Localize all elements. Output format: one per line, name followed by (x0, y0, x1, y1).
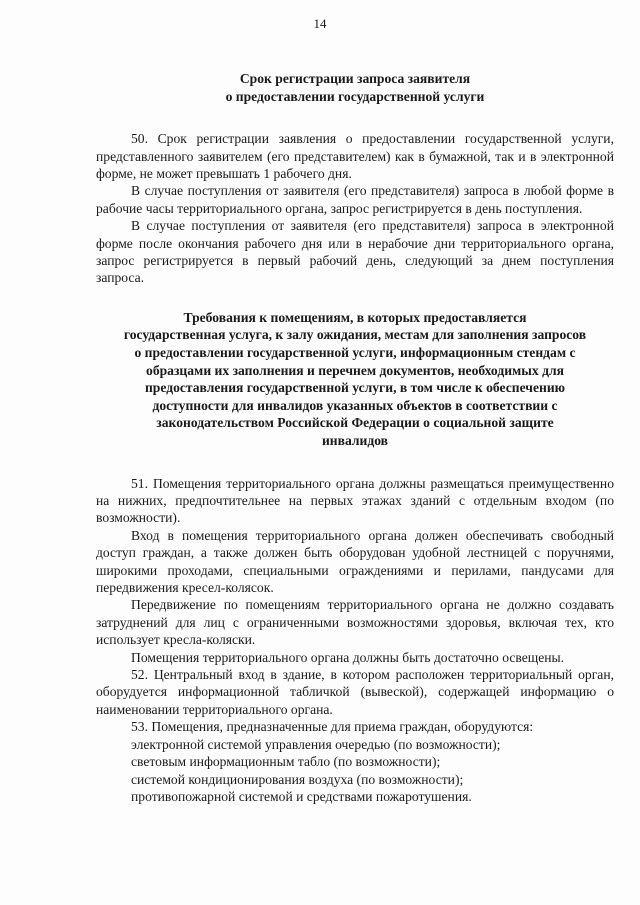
paragraph-50: 50. Срок регистрации заявления о предоставлении государственной услуги, представленного заявителем (его представителем) как в бумажной, так и в электронной форме, не может превышать 1 рабочего дня. (96, 131, 614, 181)
paragraph: В случае поступления от заявителя (его представителя) запроса в любой форме в рабочие часы территориального органа, запрос регистрируется в день поступления. (96, 183, 614, 216)
list-item: световым информационным табло (по возможности); (131, 754, 441, 770)
list-item: электронной системой управления очередью (по возможности); (131, 736, 501, 752)
heading-line: Срок регистрации запроса заявителя (239, 71, 471, 86)
section-heading-premises (96, 309, 614, 450)
page-number: 14 (313, 16, 327, 31)
list-item: системой кондиционирования воздуха (по возможности); (131, 771, 464, 787)
paragraph: Помещения территориального органа должны быть достаточно освещены. (131, 649, 565, 665)
heading-line: законодательством Российской Федерации о социальной защите (156, 415, 554, 431)
heading-line: Требования к помещениям, в которых предоставляется (183, 309, 527, 325)
paragraph-52: 52. Центральный вход в здание, в котором расположен территориальный орган, оборудуется информационной табличкой (вывеской), содержащей информацию о наименовании территориального органа. (96, 667, 614, 717)
section-heading-registration (96, 70, 614, 105)
heading-line: о предоставлении государственной услуги, информационным стендам с (134, 345, 576, 361)
heading-line: о предоставлении государственной услуги (225, 88, 485, 104)
paragraph: Вход в помещения территориального органа должен обеспечивать свободный доступ граждан, а также должен быть оборудован удобной лестницей с поручнями, широкими проходами, специальными ограждениями и перилами, пандусами для передвижения кресел-колясок. (96, 527, 614, 596)
paragraph-51: 51. Помещения территориального органа должны размещаться преимущественно на нижних, предпочтительнее на первых этажах зданий с отдельным входом (по возможности). (96, 475, 614, 526)
paragraph: В случае поступления от заявителя (его представителя) запроса в электронной форме после окончания рабочего дня или в нерабочие дни территориального органа, запрос регистрируется в первый рабочий день, следующий за днем поступления запроса. (96, 218, 614, 286)
paragraph: Передвижение по помещениям территориального органа не должно создавать затруднений для лиц с ограниченными возможностями здоровья, включая тех, кто использует кресла-коляски. (96, 597, 614, 648)
heading-line: доступности для инвалидов указанных объектов в соответствии с (152, 397, 558, 413)
heading-line: инвалидов (321, 433, 389, 448)
document-body (96, 70, 614, 805)
heading-line: государственная услуга, к залу ожидания, местам для заполнения запросов (123, 327, 587, 343)
heading-line: предоставления государственной услуги, в том числе к обеспечению (144, 380, 566, 396)
paragraph-53: 53. Помещения, предназначенные для приема граждан, оборудуются: (131, 719, 534, 735)
list-item: противопожарной системой и средствами пожаротушения. (131, 788, 472, 804)
heading-line: образцами их заполнения и перечнем документов, необходимых для (146, 362, 564, 378)
